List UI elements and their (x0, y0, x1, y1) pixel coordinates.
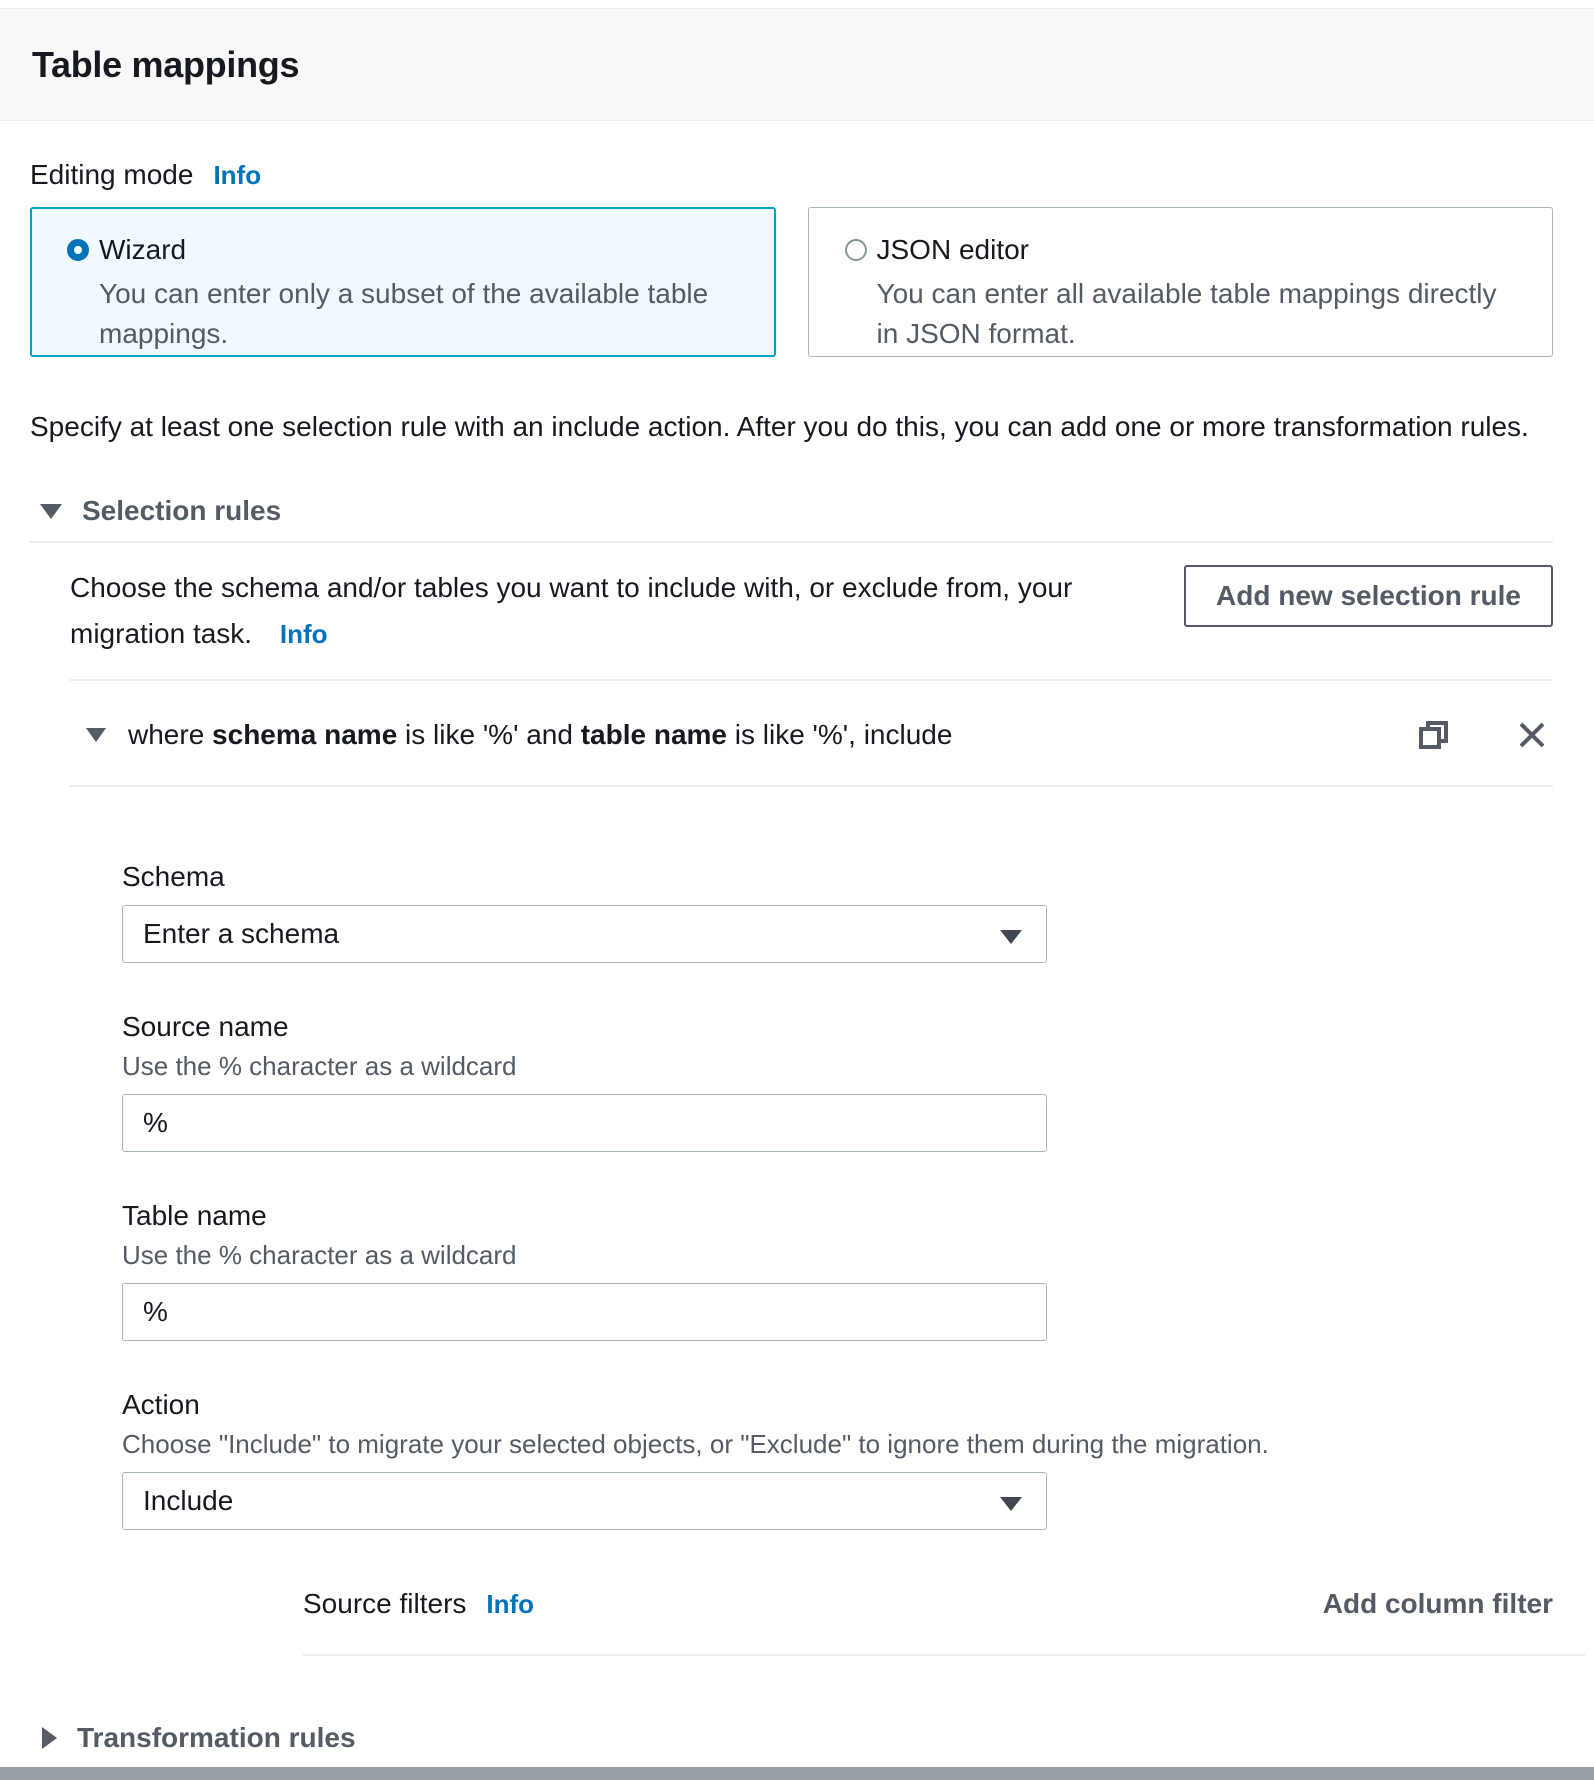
action-description: Choose "Include" to migrate your selected objects, or "Exclude" to ignore them during the migration. (122, 1429, 1269, 1459)
json-editor-radio-unchecked[interactable] (845, 239, 867, 261)
selection-rules-header[interactable] (30, 495, 1553, 527)
action-select-value: Include (143, 1485, 234, 1516)
panel-header (0, 8, 1594, 121)
remove-rule-button[interactable] (1515, 718, 1549, 752)
wizard-radio-checked[interactable] (67, 239, 89, 261)
json-editor-option-label: JSON editor (876, 234, 1029, 265)
wizard-option-label: Wizard (99, 234, 187, 265)
duplicate-rule-button[interactable] (1417, 718, 1451, 752)
transformation-rules-title: Transformation rules (77, 1722, 356, 1753)
source-filters-info-link[interactable]: Info (486, 1589, 535, 1619)
action-label: Action (122, 1389, 200, 1420)
selection-rules-divider (30, 541, 1553, 543)
source-name-input[interactable] (122, 1094, 1047, 1152)
selection-rules-title: Selection rules (82, 495, 282, 526)
chevron-down-icon (1000, 930, 1022, 944)
intro-text: Specify at least one selection rule with an include action. After you do this, you can add one or more transformation rules. (30, 411, 1529, 442)
rule-row-divider (70, 785, 1553, 787)
json-editor-option-card[interactable] (808, 207, 1554, 357)
editing-mode-row (30, 159, 1553, 191)
close-icon (1517, 720, 1547, 750)
source-name-field-group (122, 1011, 1047, 1152)
add-column-filter-button[interactable]: Add column filter (1322, 1588, 1553, 1619)
rule-chevron-down-icon[interactable] (86, 728, 106, 742)
schema-field-group (122, 861, 1047, 963)
source-filters-section (303, 1588, 1553, 1656)
table-name-description: Use the % character as a wildcard (122, 1240, 517, 1270)
schema-label: Schema (122, 861, 225, 892)
source-filters-label: Source filters (303, 1588, 467, 1619)
chevron-right-icon (42, 1727, 57, 1749)
editing-mode-info-link[interactable]: Info (213, 160, 262, 190)
wizard-option-description: You can enter only a subset of the available table mappings. (99, 278, 709, 349)
table-name-input[interactable] (122, 1283, 1047, 1341)
rule-summary: where schema name is like '%' and table name is like '%', include (128, 719, 953, 750)
selection-rule-row (70, 707, 1553, 763)
source-name-description: Use the % character as a wildcard (122, 1051, 517, 1081)
editing-mode-label: Editing mode (30, 159, 194, 190)
add-new-selection-rule-button[interactable]: Add new selection rule (1184, 565, 1553, 627)
table-name-field-group (122, 1200, 1047, 1341)
chevron-down-icon (40, 504, 62, 519)
json-editor-option-description: You can enter all available table mappings directly in JSON format. (876, 278, 1497, 349)
toolbar-divider (70, 679, 1553, 681)
action-select[interactable] (122, 1472, 1047, 1530)
schema-select[interactable] (122, 905, 1047, 963)
selection-rules-description: Choose the schema and/or tables you want to include with, or exclude from, your migration task. Info (70, 572, 1073, 649)
chevron-down-icon (1000, 1497, 1022, 1511)
schema-select-value: Enter a schema (143, 918, 340, 949)
source-filters-divider (303, 1654, 1585, 1656)
transformation-rules-header[interactable] (30, 1722, 1553, 1754)
copy-icon (1418, 719, 1450, 751)
editing-mode-options (30, 207, 1553, 357)
page-title: Table mappings (32, 43, 300, 85)
selection-rules-info-link[interactable]: Info (279, 619, 328, 649)
table-name-label: Table name (122, 1200, 267, 1231)
source-name-label: Source name (122, 1011, 289, 1042)
wizard-option-card[interactable] (30, 207, 776, 357)
selection-rule-form (122, 861, 1269, 1530)
horizontal-scrollbar[interactable] (0, 1767, 1594, 1780)
action-field-group (122, 1389, 1269, 1530)
selection-rules-toolbar (70, 565, 1553, 657)
